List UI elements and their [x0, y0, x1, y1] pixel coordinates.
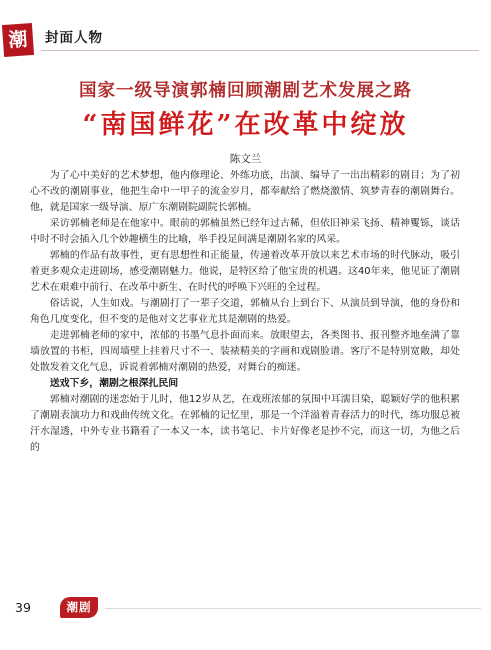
body-paragraph: 郭楠的作品有故事性，更有思想性和正能量，传递着改革开放以来艺术市场的时代脉动，吸引着更多观众走进剧场，感受潮剧魅力。他说，是特区给了他宝贵的机遇。这40年来，他见证了潮剧艺术在艰难中前行、在改革中新生、在时代的呼唤下兴旺的全过程。 — [30, 250, 460, 293]
article-title: “南国鲜花”在改革中绽放 — [82, 110, 409, 140]
header-divider — [41, 50, 479, 51]
body-paragraph: 采访郭楠老师是在他家中。眼前的郭楠虽然已经年过古稀，但依旧神采飞扬、精神矍铄，谈话中时不时会插入几个妙趣横生的比喻，举手投足间满是潮剧名家的风采。 — [30, 218, 460, 245]
article-subtitle: 国家一级导演郭楠回顾潮剧艺术发展之路 — [79, 81, 412, 101]
magazine-logo-tag: 潮 — [2, 23, 34, 57]
body-paragraph: 俗话说，人生如戏。与潮剧打了一辈子交道，郭楠从台上到台下、从演员到导演，他的身份和角色几度变化，但不变的是他对文艺事业尤其是潮剧的热爱。 — [30, 298, 460, 325]
page-number: 39 — [15, 600, 31, 615]
body-paragraph: 走进郭楠老师的家中，浓郁的书墨气息扑面而来。放眼望去，各类图书、报刊整齐地垒满了靠墙放置的书柜，四周墙壁上挂着尺寸不一、装裱精美的字画和戏剧脸谱。客厅不是特别宽敞，却处处散发着文化气息，诉说着郭楠对潮剧的热爱，对舞台的痴迷。 — [30, 330, 460, 373]
section-heading: 送戏下乡，潮剧之根深扎民间 — [49, 378, 179, 389]
footer-divider — [105, 608, 481, 609]
article-body — [30, 168, 460, 456]
footer-logo: 潮剧 — [60, 597, 98, 618]
body-paragraph: 郭楠对潮剧的迷恋始于儿时，他12岁从艺，在戏班浓郁的氛围中耳濡目染，聪颖好学的他积累了潮剧表演功力和戏曲传统文化。在郭楠的记忆里，那是一个洋溢着青春活力的时代，练功服总被汗水湿透，中外专业书籍看了一本又一本，读书笔记、卡片好像老是抄不完，而这一切，为他之后的 — [30, 394, 460, 453]
article-author: 陈文兰 — [229, 153, 262, 165]
section-label: 封面人物 — [45, 30, 103, 46]
body-paragraph: 为了心中美好的艺术梦想，他内修理论、外练功底，出演、编导了一出出精彩的剧目；为了初心不改的潮剧事业，他把生命中一甲子的流金岁月，都奉献给了燃烧激情、筑梦青春的潮剧舞台。他，就是国家一级导演、原广东潮剧院副院长郭楠。 — [30, 170, 460, 213]
page-footer — [0, 590, 491, 650]
page-header — [0, 0, 491, 66]
